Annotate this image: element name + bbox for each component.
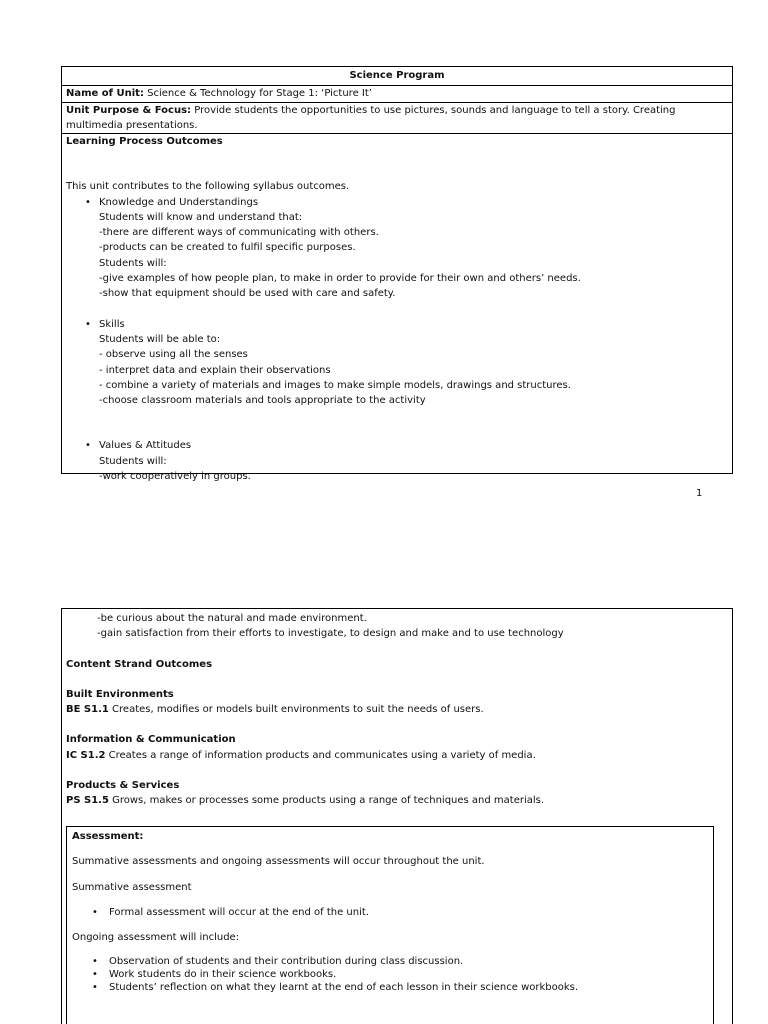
strand-code: IC S1.2 — [66, 749, 106, 761]
assessment-box — [66, 826, 714, 1024]
skills-line: - interpret data and explain their observations — [99, 364, 331, 376]
ongoing-label: Ongoing assessment will include: — [72, 932, 240, 944]
strand-outcome — [66, 748, 728, 763]
ku-line: Students will: — [99, 257, 167, 269]
strand-outcome — [66, 793, 728, 808]
ku-line: -there are different ways of communicating with others. — [99, 227, 379, 239]
table-title: Science Program — [349, 70, 445, 81]
ongoing-item: • Observation of students and their contribution during class discussion. — [72, 955, 708, 968]
strand-code: BE S1.1 — [66, 704, 109, 716]
strand-text: Creates, modifies or models built environments to suit the needs of users. — [108, 704, 484, 716]
syllabus-intro: This unit contributes to the following syllabus outcomes. — [66, 181, 350, 193]
summative-label: Summative assessment — [72, 881, 192, 893]
strand-outcome — [66, 702, 728, 717]
ku-bullet: • Knowledge and Understandings — [66, 195, 728, 210]
assessment-heading: Assessment: — [72, 831, 144, 842]
ku-line: -products can be created to fulfil specific purposes. — [99, 242, 356, 254]
strand-text: Creates a range of information products and communicates using a variety of media. — [105, 749, 536, 761]
ku-line: -show that equipment should be used with care and safety. — [99, 288, 396, 300]
learning-outcomes-section — [62, 133, 732, 483]
assessment-intro: Summative assessments and ongoing assessments will occur throughout the unit. — [72, 856, 485, 868]
strand-code: PS S1.5 — [66, 795, 109, 807]
skills-line: Students will be able to: — [99, 333, 221, 345]
page-number: 1 — [696, 488, 703, 499]
unit-name-value: Science & Technology for Stage 1: ‘Picture It’ — [143, 88, 372, 99]
strand-text: Grows, makes or processes some products using a range of techniques and materials. — [108, 795, 545, 807]
unit-name-row — [62, 85, 732, 102]
continued-line: -gain satisfaction from their efforts to investigate, to design and make and to use technology — [97, 628, 564, 640]
ku-line: -give examples of how people plan, to make in order to provide for their own and others’ needs. — [99, 273, 581, 285]
learning-heading: Learning Process Outcomes — [66, 136, 223, 147]
continued-line: -be curious about the natural and made environment. — [97, 613, 367, 624]
skills-line: -choose classroom materials and tools appropriate to the activity — [99, 395, 426, 407]
values-line: Students will: — [99, 455, 167, 467]
ongoing-item: • Students’ reflection on what they learnt at the end of each lesson in their science workbooks. — [72, 981, 708, 994]
summative-item: • Formal assessment will occur at the end of the unit. — [72, 905, 708, 920]
skills-line: - observe using all the senses — [99, 349, 248, 361]
science-program-table — [61, 66, 733, 483]
unit-name-label: Name of Unit: — [66, 88, 144, 99]
ongoing-item: • Work students do in their science workbooks. — [72, 968, 708, 981]
strand-heading: Information & Communication — [66, 734, 236, 746]
values-line: -work cooperatively in groups. — [99, 471, 251, 483]
unit-purpose-label: Unit Purpose & Focus: — [66, 105, 192, 116]
unit-purpose-row — [62, 102, 732, 133]
content-strand-heading: Content Strand Outcomes — [66, 658, 213, 670]
strand-heading: Products & Services — [66, 780, 180, 792]
ku-line: Students will know and understand that: — [99, 211, 303, 223]
skills-line: - combine a variety of materials and images to make simple models, drawings and structures. — [99, 379, 571, 391]
skills-bullet: • Skills — [66, 317, 728, 332]
values-bullet: • Values & Attitudes — [66, 438, 728, 453]
unit-purpose-value: Provide students the opportunities to use pictures, sounds and language to tell a story. Creating multimedia presentations. — [66, 105, 676, 132]
strand-heading: Built Environments — [66, 688, 174, 700]
